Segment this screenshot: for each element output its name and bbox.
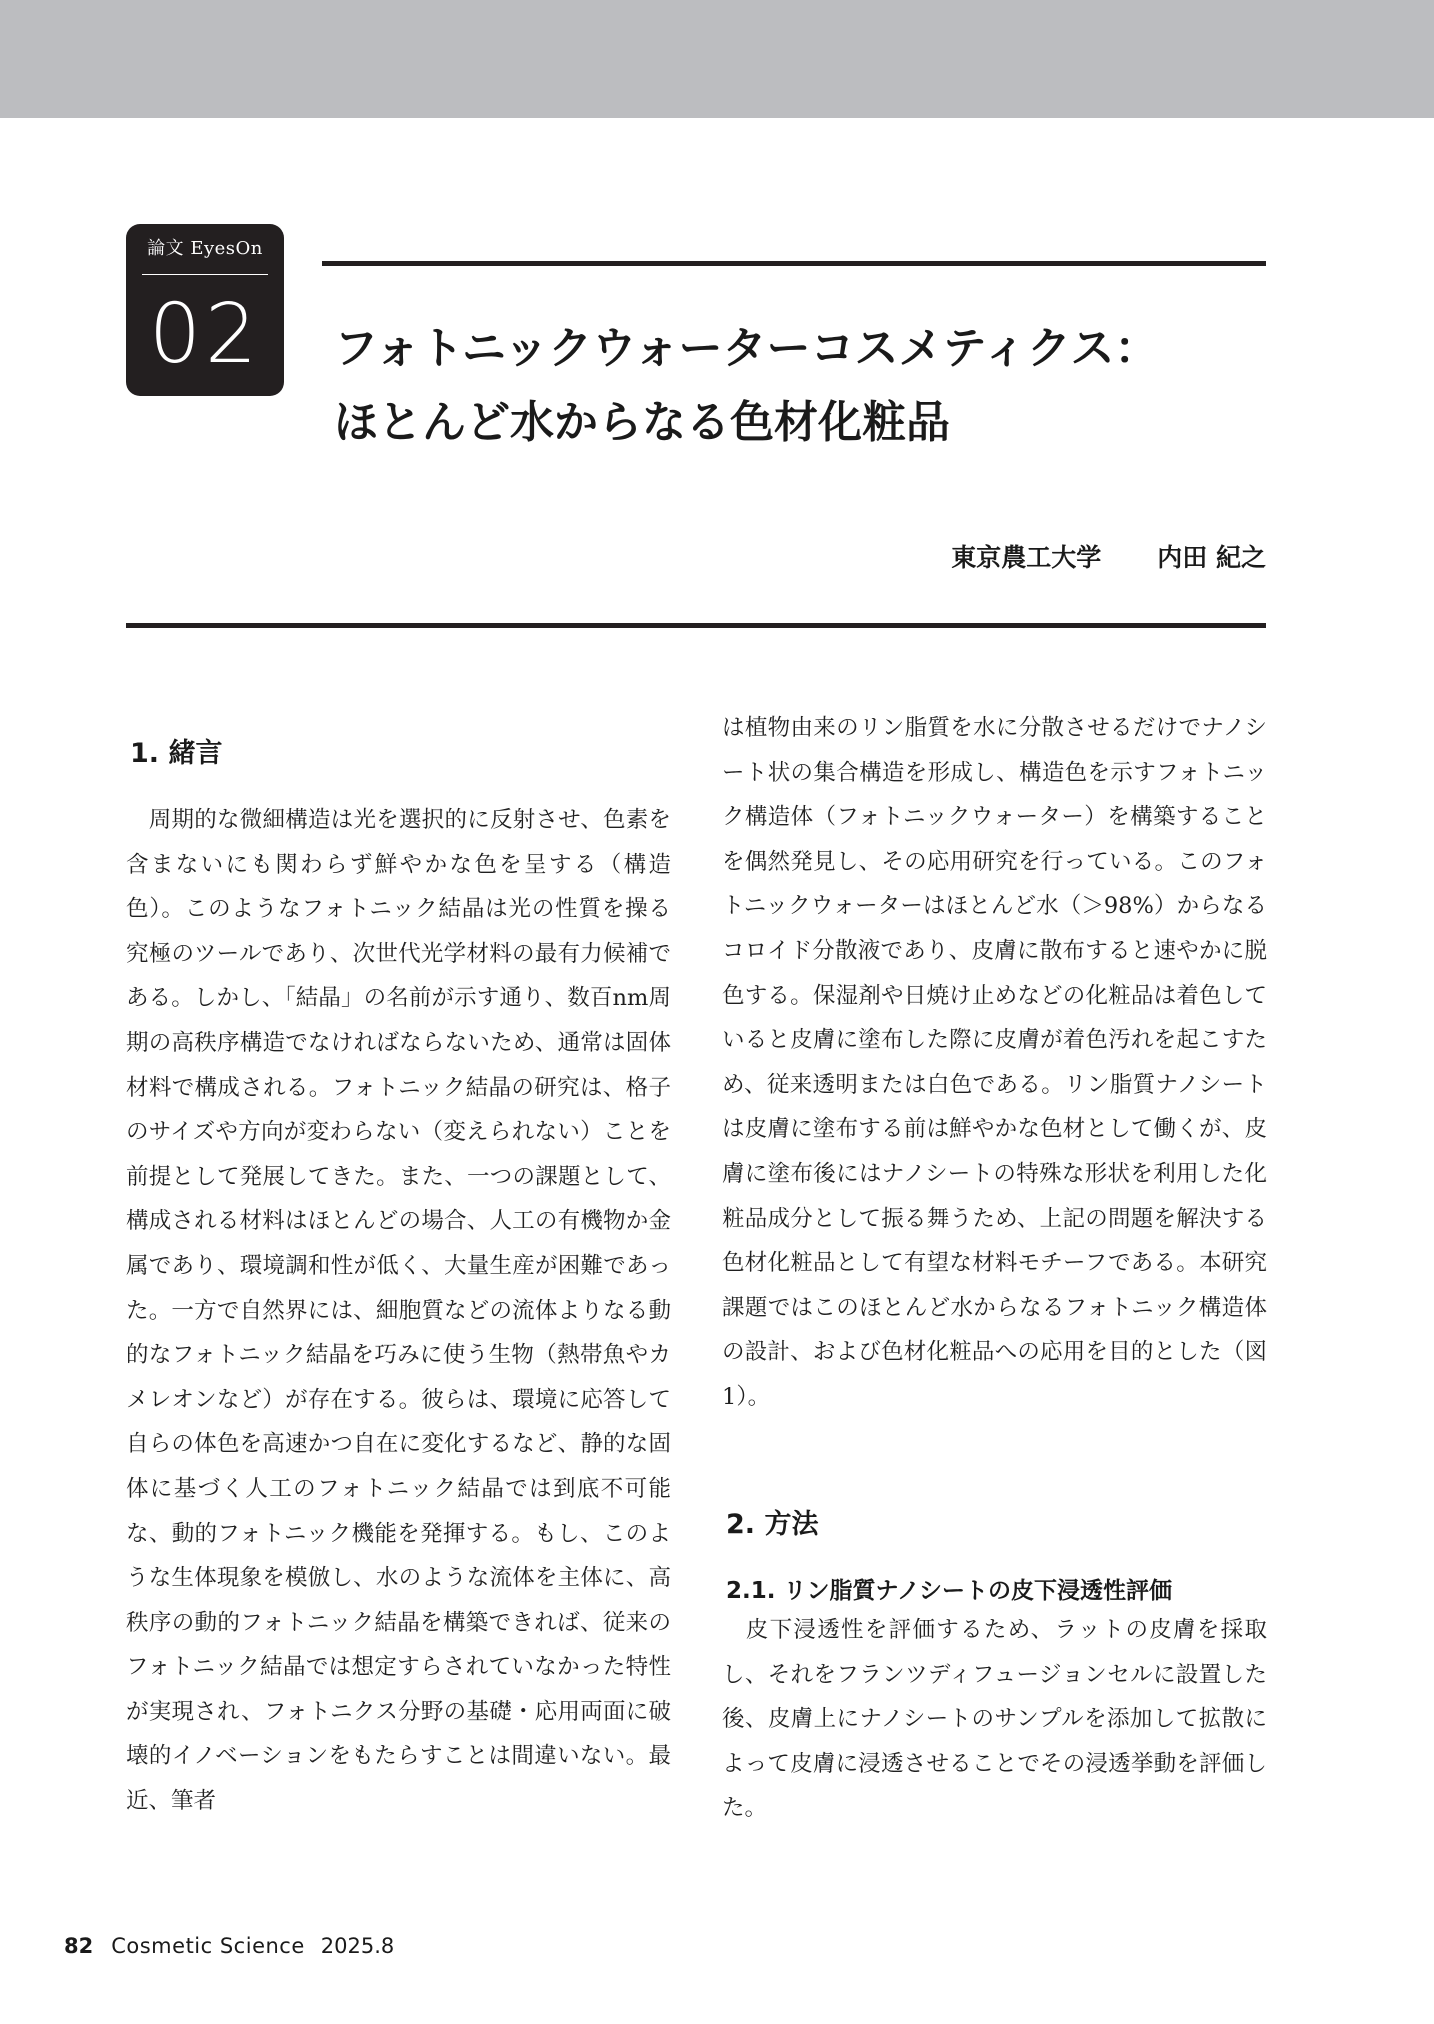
badge-number: 02: [148, 287, 262, 382]
title-line-2: ほとんど水からなる色材化粧品: [334, 397, 950, 448]
section-heading-introduction: 1. 緒言: [130, 738, 223, 769]
body-column-right: [722, 706, 1267, 1420]
title-rule: [322, 261, 1266, 266]
journal-issue: 2025.8: [320, 1934, 395, 1958]
page-footer: [64, 1934, 394, 1958]
introduction-paragraph: 周期的な微細構造は光を選択的に反射させ、色素を含まないにも関わらず鮮やかな色を呈する（構造色）。このようなフォトニック結晶は光の性質を操る究極のツールであり、次世代光学材料の最有力候補である。しかし、「結晶」の名前が示す通り、数百nm周期の高秩序構造でなければならないため、通常は固体材料で構成される。フォトニック結晶の研究は、格子のサイズや方向が変わらない（変えられない）ことを前提として発展してきた。また、一つの課題として、構成される材料はほとんどの場合、人工の有機物か金属であり、環境調和性が低く、大量生産が困難であった。一方で自然界には、細胞質などの流体よりなる動的なフォトニック結晶を巧みに使う生物（熱帯魚やカメレオンなど）が存在する。彼らは、環境に応答して自らの体色を高速かつ自在に変化するなど、静的な固体に基づく人工のフォトニック結晶では到底不可能な、動的フォトニック機能を発揮する。もし、このような生体現象を模倣し、水のような流体を主体に、高秩序の動的フォトニック結晶を構築できれば、従来のフォトニック結晶では想定すらされていなかった特性が実現され、フォトニクス分野の基礎・応用両面に破壊的イノベーションをもたらすことは間違いない。最近、筆者: [126, 807, 671, 1815]
badge-divider: [142, 274, 268, 275]
article-category-badge: [126, 224, 284, 396]
body-column-left: [126, 798, 671, 1824]
badge-label: 論文 EyesOn: [147, 238, 263, 259]
article-title: [334, 312, 1266, 460]
journal-name: Cosmetic Science: [111, 1934, 305, 1958]
author-affiliation: 東京農工大学: [951, 543, 1102, 572]
byline: [951, 538, 1266, 574]
introduction-paragraph-continued: は植物由来のリン脂質を水に分散させるだけでナノシート状の集合構造を形成し、構造色を示すフォトニック構造体（フォトニックウォーター）を構築することを偶然発見し、その応用研究を行っている。このフォトニックウォーターはほとんど水（＞98%）からなるコロイド分散液であり、皮膚に散布すると速やかに脱色する。保湿剤や日焼け止めなどの化粧品は着色していると皮膚に塗布した際に皮膚が着色汚れを起こすため、従来透明または白色である。リン脂質ナノシートは皮膚に塗布する前は鮮やかな色材として働くが、皮膚に塗布後にはナノシートの特殊な形状を利用した化粧品成分として振る舞うため、上記の問題を解決する色材化粧品として有望な材料モチーフである。本研究課題ではこのほとんど水からなるフォトニック構造体の設計、および色材化粧品への応用を目的とした（図1）。: [722, 715, 1267, 1410]
page-number: 82: [64, 1934, 94, 1958]
header-rule: [126, 623, 1266, 628]
section-heading-methods: 2. 方法: [726, 1509, 819, 1540]
title-line-1: フォトニックウォーターコスメティクス：: [334, 323, 1159, 374]
top-band: [0, 0, 1434, 118]
subsection-heading-2-1: 2.1. リン脂質ナノシートの皮下浸透性評価: [726, 1578, 1172, 1604]
author-name: 内田 紀之: [1157, 543, 1266, 572]
methods-paragraph: 皮下浸透性を評価するため、ラットの皮膚を採取し、それをフランツディフュージョンセルに設置した後、皮膚上にナノシートのサンプルを添加して拡散によって皮膚に浸透させることでその浸透挙動を評価した。: [722, 1617, 1267, 1822]
body-column-right-methods: [722, 1608, 1267, 1831]
